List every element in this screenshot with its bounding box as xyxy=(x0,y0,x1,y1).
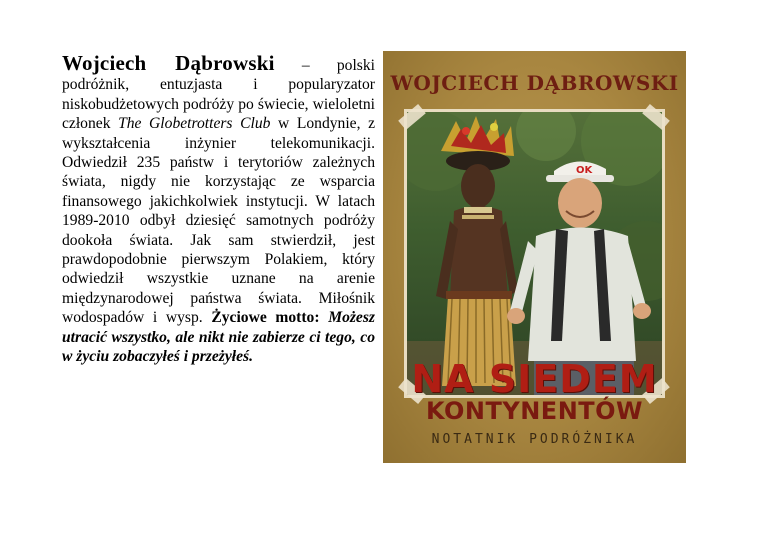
cover-subtitle: NOTATNIK PODRÓŻNIKA xyxy=(431,432,638,447)
book-cover xyxy=(383,51,686,463)
author-name: Wojciech Dąbrowski xyxy=(62,51,275,75)
author-bio xyxy=(62,51,376,367)
cover-title-line2: KONTYNENTÓW xyxy=(425,397,644,425)
bio-text-part1: – polski podróżnik, entuzjasta i popularyzator niskobudżetowych podróży po świecie, wieloletni członek xyxy=(62,57,375,133)
club-name: The Globetrotters Club xyxy=(118,115,271,133)
cover-author: WOJCIECH DĄBROWSKI xyxy=(390,71,679,95)
cap-logo: OK xyxy=(576,165,593,176)
bio-text-part2: w Londynie, z wykształcenia inżynier telekomunikacji. Odwiedził 235 państw i terytoriów zależnych świata, nigdy nie korzystając ze wsparcia finansowego jakichkolwiek instytucji. W latach 1989-2010 odbył dziesięć samotnych podróży dookoła świata. Jak sam stwierdził, jest prawdopodobnie pierwszym Polakiem, który odwiedził wszystkie uznane na arenie międzynarodowej państwa świata. Miłośnik wodospadów i wysp. xyxy=(62,115,376,327)
motto-text: Możesz utracić wszystko, ale nikt nie zabierze ci tego, co w życiu zobaczyłeś i przeżyłeś. xyxy=(62,309,375,366)
travelers-illustration xyxy=(406,111,663,396)
motto-label: Życiowe motto: xyxy=(211,309,320,327)
cover-photo xyxy=(406,111,663,396)
cover-title-line1: NA SIEDEM xyxy=(411,357,658,401)
